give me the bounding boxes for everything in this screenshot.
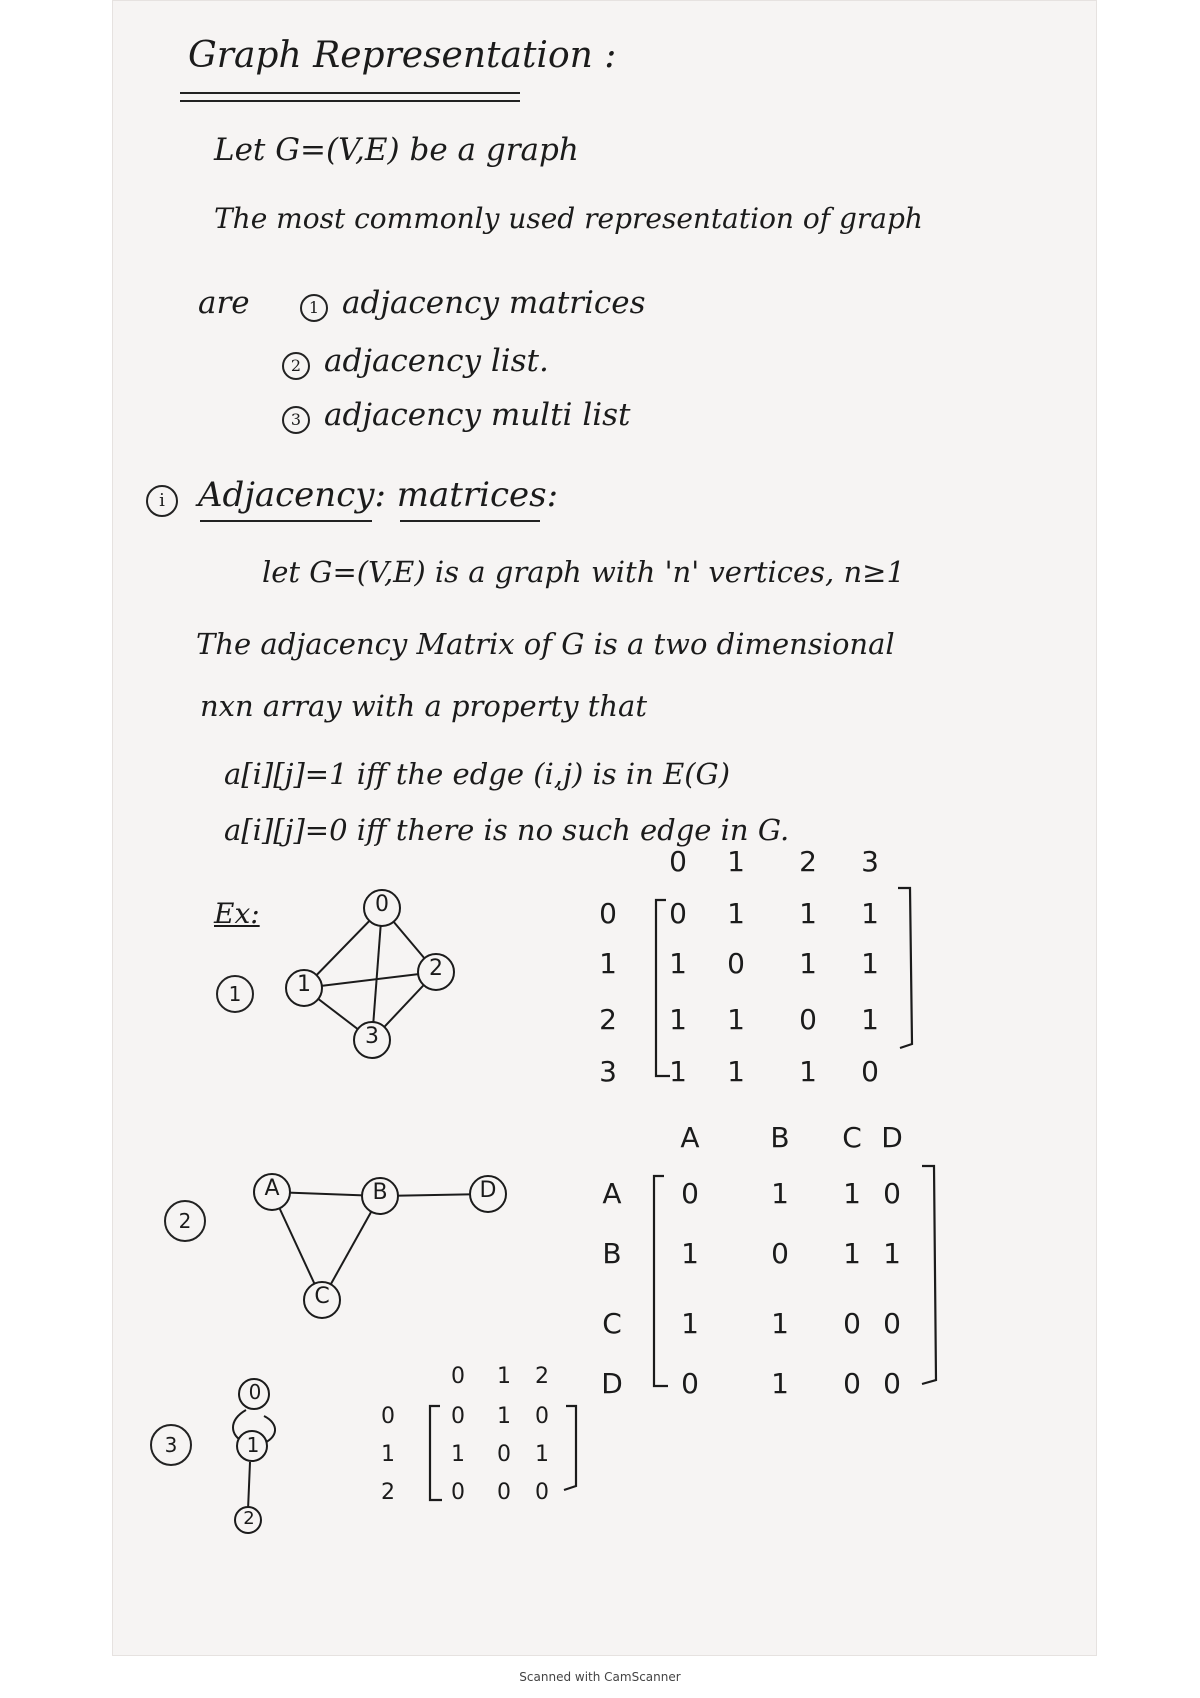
list-item-number: 3	[282, 406, 310, 434]
matrix-cell: 1	[669, 1055, 687, 1088]
matrix-cell: 1	[843, 1237, 861, 1270]
graph-1-vertex-label: 1	[297, 972, 311, 997]
matrix-cell: 1	[451, 1442, 465, 1467]
matrix-cell: 0	[451, 1480, 465, 1505]
matrix-cell: 1	[681, 1307, 699, 1340]
matrix-row-header: 0	[599, 897, 617, 930]
matrix-cell: 1	[497, 1404, 511, 1429]
matrix-cell: 0	[843, 1367, 861, 1400]
matrix-cell: 1	[861, 1003, 879, 1036]
matrix-2-left-bracket	[654, 1176, 668, 1386]
matrix-row-header: 3	[599, 1055, 617, 1088]
matrix-column-header: D	[881, 1121, 903, 1154]
matrix-cell: 1	[727, 897, 745, 930]
matrix-cell: 1	[799, 897, 817, 930]
example-label: Ex:	[214, 897, 260, 930]
matrix-cell: 0	[681, 1177, 699, 1210]
graph-2-vertex-label: B	[372, 1180, 388, 1205]
graph-1-vertex-label: 2	[429, 956, 443, 981]
list-item-number: 1	[300, 294, 328, 322]
graph-2-vertex-label: C	[314, 1284, 330, 1309]
matrix-cell: 1	[799, 947, 817, 980]
definition-line-3: nxn array with a property that	[200, 689, 647, 723]
definition-line-4: a[i][j]=1 iff the edge (i,j) is in E(G)	[224, 757, 731, 791]
matrix-cell: 1	[669, 947, 687, 980]
matrix-row-header: A	[602, 1177, 622, 1210]
matrix-column-header: 1	[497, 1364, 511, 1389]
matrix-cell: 1	[861, 897, 879, 930]
example-number-1: 1	[216, 975, 254, 1013]
matrix-cell: 0	[799, 1003, 817, 1036]
graph-3-vertex-label: 0	[248, 1380, 262, 1404]
matrix-column-header: B	[770, 1121, 790, 1154]
example-number-3: 3	[150, 1424, 192, 1466]
edge-1-2	[304, 972, 436, 988]
graph-1-vertex-label: 3	[365, 1024, 379, 1049]
matrix-row-header: 1	[381, 1442, 395, 1467]
matrix-cell: 1	[681, 1237, 699, 1270]
matrix-cell: 0	[843, 1307, 861, 1340]
definition-line-1: let G=(V,E) is a graph with 'n' vertices, n≥1	[262, 555, 905, 589]
graph-2-vertex-label: D	[479, 1178, 497, 1203]
list-item-label: adjacency list.	[324, 343, 549, 379]
matrix-cell: 0	[771, 1237, 789, 1270]
matrix-cell: 0	[669, 897, 687, 930]
matrix-1-right-bracket	[898, 888, 912, 1048]
page-title: Graph Representation :	[188, 35, 617, 76]
matrix-column-header: C	[842, 1121, 862, 1154]
matrix-cell: 1	[771, 1307, 789, 1340]
matrix-2-right-bracket	[922, 1166, 936, 1384]
list-item-label: adjacency matrices	[342, 285, 646, 321]
definition-line-5: a[i][j]=0 iff there is no such edge in G.	[224, 813, 790, 847]
matrix-row-header: B	[602, 1237, 622, 1270]
matrix-column-header: 2	[535, 1364, 549, 1389]
matrix-cell: 1	[843, 1177, 861, 1210]
matrix-cell: 1	[771, 1177, 789, 1210]
section-number: i	[146, 485, 178, 517]
matrix-cell: 0	[883, 1307, 901, 1340]
scanner-footer: Scanned with CamScanner	[519, 1670, 681, 1684]
matrix-row-header: 0	[381, 1404, 395, 1429]
matrix-column-header: 3	[861, 845, 879, 878]
matrix-cell: 0	[883, 1367, 901, 1400]
matrix-row-header: 1	[599, 947, 617, 980]
graph-3-vertex-label: 2	[243, 1508, 255, 1529]
matrix-column-header: 0	[669, 845, 687, 878]
matrix-cell: 0	[535, 1480, 549, 1505]
intro-line-2: The most commonly used representation of graph	[214, 202, 923, 235]
matrix-cell: 0	[497, 1442, 511, 1467]
edge-0-3	[372, 908, 382, 1040]
definition-line-2: The adjacency Matrix of G is a two dimensional	[196, 627, 895, 661]
matrix-column-header: 1	[727, 845, 745, 878]
matrix-cell: 0	[451, 1404, 465, 1429]
matrix-cell: 1	[535, 1442, 549, 1467]
matrix-cell: 0	[497, 1480, 511, 1505]
intro-are: are	[198, 285, 250, 321]
matrix-cell: 1	[861, 947, 879, 980]
matrix-cell: 1	[727, 1003, 745, 1036]
example-number-2: 2	[164, 1200, 206, 1242]
graph-3-vertex-label: 1	[246, 1433, 260, 1457]
matrix-cell: 1	[669, 1003, 687, 1036]
matrix-cell: 1	[883, 1237, 901, 1270]
graph-2-vertex-label: A	[264, 1176, 280, 1201]
matrix-cell: 0	[681, 1367, 699, 1400]
matrix-cell: 1	[799, 1055, 817, 1088]
matrix-row-header: D	[601, 1367, 623, 1400]
matrix-cell: 1	[771, 1367, 789, 1400]
list-item-number: 2	[282, 352, 310, 380]
intro-line: Let G=(V,E) be a graph	[214, 132, 579, 168]
matrix-cell: 0	[535, 1404, 549, 1429]
matrix-row-header: 2	[381, 1480, 395, 1505]
matrix-row-header: 2	[599, 1003, 617, 1036]
section-label: Adjacency: matrices:	[198, 475, 559, 515]
matrix-column-header: A	[680, 1121, 700, 1154]
matrix-cell: 0	[861, 1055, 879, 1088]
list-item-label: adjacency multi list	[324, 397, 631, 433]
matrix-3-right-bracket	[564, 1406, 576, 1490]
graph-1-vertex-label: 0	[375, 892, 389, 917]
matrix-row-header: C	[602, 1307, 622, 1340]
matrix-cell: 0	[883, 1177, 901, 1210]
matrix-cell: 1	[727, 1055, 745, 1088]
edge-1-2	[248, 1462, 250, 1510]
matrix-column-header: 0	[451, 1364, 465, 1389]
matrix-cell: 0	[727, 947, 745, 980]
matrix-column-header: 2	[799, 845, 817, 878]
